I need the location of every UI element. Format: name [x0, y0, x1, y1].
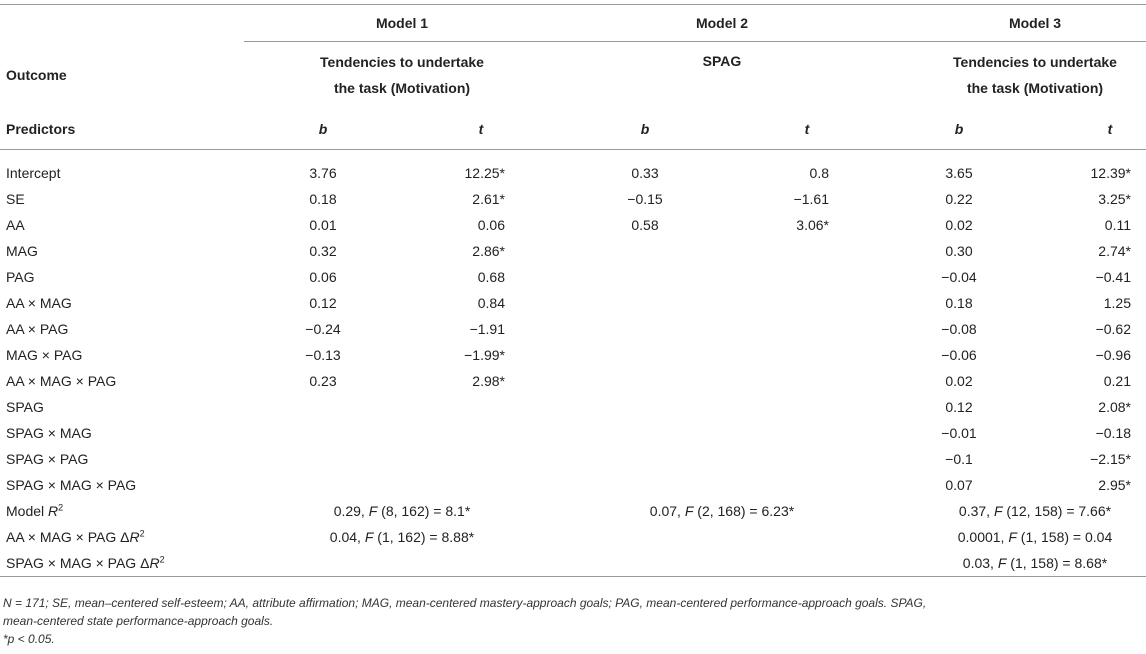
row-label: SPAG × MAG: [6, 425, 92, 441]
summary-row: [0, 498, 1146, 524]
cell-value: [560, 238, 730, 264]
summary-label-superscript: 2: [58, 502, 64, 513]
cell-value: [560, 472, 730, 498]
model-fit-cell: [560, 550, 884, 577]
row-label: MAG: [6, 243, 38, 259]
cell-value: 2.98*: [472, 373, 505, 389]
table-row: [0, 368, 1146, 394]
cell-value: −0.18: [1095, 425, 1131, 441]
cell-value: 0.84: [477, 295, 505, 311]
outcome-model-3-line2: the task (Motivation): [966, 80, 1104, 96]
cell-value: 2.95*: [1098, 477, 1131, 493]
table-row: [0, 342, 1146, 368]
summary-label-symbol: R: [48, 503, 59, 519]
cell-value: 0.18: [309, 191, 337, 207]
cell-value: 0.18: [945, 295, 973, 311]
cell-value: [560, 368, 730, 394]
cell-value: 0.30: [945, 243, 973, 259]
row-label: SPAG × PAG: [6, 451, 89, 467]
summary-label-superscript: 2: [139, 528, 145, 539]
row-label: MAG × PAG: [6, 347, 83, 363]
summary-label-superscript: 2: [159, 554, 165, 565]
cell-value: −1.99*: [464, 347, 505, 363]
cell-value: [244, 446, 402, 472]
predictors-label: Predictors: [0, 109, 244, 150]
model-header-row: [0, 5, 1146, 42]
cell-value: 12.39*: [1090, 165, 1131, 181]
cell-value: [730, 394, 884, 420]
summary-label: [0, 498, 244, 524]
t-heading-model-2: t: [730, 109, 884, 150]
cell-value: 2.74*: [1098, 243, 1131, 259]
cell-value: [730, 264, 884, 290]
model-fit-cell: 0.29, F (8, 162) = 8.1*: [333, 503, 471, 519]
cell-value: [730, 420, 884, 446]
row-label: Intercept: [6, 165, 61, 181]
cell-value: [560, 264, 730, 290]
summary-label-text: SPAG × MAG × PAG Δ: [6, 555, 150, 571]
b-heading-model-2: b: [560, 109, 730, 150]
outcome-model-2: [560, 42, 884, 109]
outcome-model-3: [884, 42, 1146, 109]
cell-value: −0.15: [627, 191, 663, 207]
outcome-model-3-line1: Tendencies to undertake: [953, 54, 1117, 70]
cell-value: 3.76: [309, 165, 337, 181]
cell-value: [730, 316, 884, 342]
model-2-heading: Model 2: [560, 5, 884, 42]
model-fit-cell: 0.07, F (2, 168) = 6.23*: [649, 503, 795, 519]
cell-value: 3.65: [945, 165, 973, 181]
table-row: [0, 238, 1146, 264]
model-fit-cell: 0.04, F (1, 162) = 8.88*: [329, 529, 475, 545]
table-row: [0, 420, 1146, 446]
table-row: [0, 186, 1146, 212]
regression-table: [0, 4, 1146, 577]
cell-value: 0.06: [477, 217, 505, 233]
cell-value: [244, 472, 402, 498]
table-row: [0, 264, 1146, 290]
model-fit-cell: 0.0001, F (1, 158) = 0.04: [957, 529, 1113, 545]
cell-value: −0.13: [305, 347, 341, 363]
cell-value: 0.06: [309, 269, 337, 285]
summary-row: [0, 524, 1146, 550]
outcome-row: [0, 42, 1146, 109]
cell-value: [730, 290, 884, 316]
cell-value: 2.08*: [1098, 399, 1131, 415]
cell-value: −0.96: [1095, 347, 1131, 363]
cell-value: 0.23: [309, 373, 337, 389]
outcome-model-1: [244, 42, 560, 109]
cell-value: −0.24: [305, 321, 341, 337]
cell-value: −0.06: [941, 347, 977, 363]
cell-value: [402, 446, 560, 472]
model-fit-cell: 0.03, F (1, 158) = 8.68*: [884, 550, 1146, 577]
outcome-model-1-line1: Tendencies to undertake: [320, 54, 484, 70]
summary-label-text: Model: [6, 503, 49, 519]
summary-label-symbol: R: [149, 555, 160, 571]
cell-value: 3.25*: [1098, 191, 1131, 207]
cell-value: 2.61*: [472, 191, 505, 207]
b-heading-model-3: b: [884, 109, 1034, 150]
cell-value: −1.91: [469, 321, 505, 337]
model-1-heading: Model 1: [244, 5, 560, 42]
model-fit-cell: [244, 550, 560, 577]
note-line-3: *p < 0.05.: [3, 632, 55, 646]
outcome-label: Outcome: [6, 66, 67, 83]
table-notes: [3, 594, 1143, 648]
model-fit-cell: 0.37, F (12, 158) = 7.66*: [958, 503, 1112, 519]
model-fit-cell: [560, 524, 884, 550]
row-label: SPAG × MAG × PAG: [6, 477, 137, 493]
summary-label-text: AA × MAG × PAG Δ: [6, 529, 130, 545]
cell-value: [244, 420, 402, 446]
cell-value: 0.12: [309, 295, 337, 311]
table-row: [0, 150, 1146, 187]
cell-value: [402, 472, 560, 498]
cell-value: [560, 342, 730, 368]
cell-value: [560, 316, 730, 342]
outcome-model-2-line1: SPAG: [702, 53, 742, 69]
summary-row: [0, 550, 1146, 577]
row-label: SE: [6, 191, 25, 207]
cell-value: [244, 394, 402, 420]
outcome-model-1-line2: the task (Motivation): [333, 80, 471, 96]
cell-value: −0.1: [945, 451, 973, 467]
cell-value: −2.15*: [1090, 451, 1131, 467]
cell-value: [560, 420, 730, 446]
row-label: AA: [6, 217, 25, 233]
note-line-1: N = 171; SE, mean–centered self-esteem; AA, attribute affirmation; MAG, mean-centered mastery-approach goals; PAG, mean-centered performance-approach goals. SPAG,: [3, 596, 927, 610]
table-row: [0, 316, 1146, 342]
t-heading-model-3: t: [1034, 109, 1146, 150]
table-row: [0, 446, 1146, 472]
cell-value: [402, 420, 560, 446]
cell-value: 0.21: [1103, 373, 1131, 389]
cell-value: −1.61: [793, 191, 829, 207]
cell-value: 0.22: [945, 191, 973, 207]
cell-value: [730, 446, 884, 472]
note-line-2: mean-centered state performance-approach goals.: [3, 614, 274, 628]
cell-value: −0.04: [941, 269, 977, 285]
cell-value: 0.02: [945, 217, 973, 233]
cell-value: 0.12: [945, 399, 973, 415]
cell-value: 3.06*: [796, 217, 829, 233]
row-label: AA × MAG: [6, 295, 72, 311]
summary-label: [0, 550, 244, 577]
cell-value: 0.32: [309, 243, 337, 259]
cell-value: 0.01: [309, 217, 337, 233]
cell-value: −0.62: [1095, 321, 1131, 337]
cell-value: [560, 290, 730, 316]
predictors-header-row: [0, 109, 1146, 150]
cell-value: 2.86*: [472, 243, 505, 259]
cell-value: −0.41: [1095, 269, 1131, 285]
cell-value: 0.58: [631, 217, 659, 233]
cell-value: 0.68: [477, 269, 505, 285]
cell-value: [730, 472, 884, 498]
cell-value: 1.25: [1103, 295, 1131, 311]
cell-value: 0.33: [631, 165, 659, 181]
table-row: [0, 394, 1146, 420]
cell-value: [560, 394, 730, 420]
cell-value: 0.11: [1104, 217, 1131, 233]
t-heading-model-1: t: [402, 109, 560, 150]
cell-value: −0.01: [941, 425, 977, 441]
row-label: AA × MAG × PAG: [6, 373, 117, 389]
row-label: SPAG: [6, 399, 44, 415]
cell-value: [402, 394, 560, 420]
table-row: [0, 290, 1146, 316]
cell-value: 12.25*: [464, 165, 505, 181]
summary-label: [0, 524, 244, 550]
row-label: PAG: [6, 269, 35, 285]
table-row: [0, 472, 1146, 498]
cell-value: 0.02: [945, 373, 973, 389]
cell-value: [730, 238, 884, 264]
cell-value: 0.07: [945, 477, 973, 493]
cell-value: [560, 446, 730, 472]
cell-value: [730, 368, 884, 394]
summary-label-symbol: R: [129, 529, 140, 545]
cell-value: [730, 342, 884, 368]
model-3-heading: Model 3: [884, 5, 1146, 42]
cell-value: −0.08: [941, 321, 977, 337]
row-label: AA × PAG: [6, 321, 69, 337]
cell-value: 0.8: [809, 165, 829, 181]
table-row: [0, 212, 1146, 238]
b-heading-model-1: b: [244, 109, 402, 150]
